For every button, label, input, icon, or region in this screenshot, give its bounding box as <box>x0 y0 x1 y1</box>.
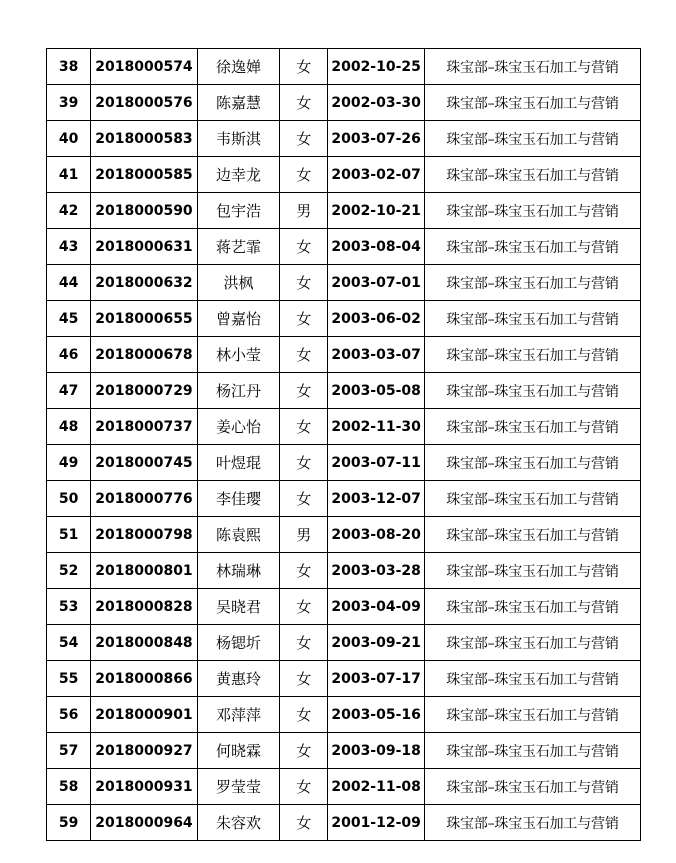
student-name-cell: 陈袁熙 <box>197 517 279 553</box>
table-row <box>47 409 641 445</box>
student-id-cell: 2018000927 <box>91 733 198 769</box>
gender-cell: 女 <box>280 661 328 697</box>
birth-date-cell: 2003-08-04 <box>328 229 424 265</box>
birth-date-cell: 2002-11-08 <box>328 769 424 805</box>
birth-date-cell: 2001-12-09 <box>328 805 424 841</box>
row-number-cell: 39 <box>47 85 91 121</box>
department-cell: 珠宝部–珠宝玉石加工与营销 <box>424 337 640 373</box>
table-row <box>47 373 641 409</box>
student-name-cell: 林小莹 <box>197 337 279 373</box>
student-id-cell: 2018000848 <box>91 625 198 661</box>
student-name-cell: 邓萍萍 <box>197 697 279 733</box>
department-cell: 珠宝部–珠宝玉石加工与营销 <box>424 625 640 661</box>
student-id-cell: 2018000745 <box>91 445 198 481</box>
gender-cell: 女 <box>280 481 328 517</box>
student-name-cell: 朱容欢 <box>197 805 279 841</box>
department-cell: 珠宝部–珠宝玉石加工与营销 <box>424 229 640 265</box>
table-row <box>47 121 641 157</box>
student-name-cell: 陈嘉慧 <box>197 85 279 121</box>
student-name-cell: 杨锶圻 <box>197 625 279 661</box>
row-number-cell: 40 <box>47 121 91 157</box>
table-row <box>47 661 641 697</box>
student-id-cell: 2018000798 <box>91 517 198 553</box>
student-id-cell: 2018000964 <box>91 805 198 841</box>
birth-date-cell: 2003-06-02 <box>328 301 424 337</box>
birth-date-cell: 2003-04-09 <box>328 589 424 625</box>
student-name-cell: 包宇浩 <box>197 193 279 229</box>
table-row <box>47 157 641 193</box>
gender-cell: 女 <box>280 301 328 337</box>
row-number-cell: 56 <box>47 697 91 733</box>
birth-date-cell: 2002-10-21 <box>328 193 424 229</box>
student-id-cell: 2018000632 <box>91 265 198 301</box>
row-number-cell: 55 <box>47 661 91 697</box>
department-cell: 珠宝部–珠宝玉石加工与营销 <box>424 553 640 589</box>
student-id-cell: 2018000583 <box>91 121 198 157</box>
table-row <box>47 229 641 265</box>
row-number-cell: 49 <box>47 445 91 481</box>
table-row <box>47 589 641 625</box>
student-id-cell: 2018000776 <box>91 481 198 517</box>
row-number-cell: 59 <box>47 805 91 841</box>
gender-cell: 女 <box>280 589 328 625</box>
birth-date-cell: 2003-07-11 <box>328 445 424 481</box>
student-id-cell: 2018000828 <box>91 589 198 625</box>
gender-cell: 男 <box>280 517 328 553</box>
table-row <box>47 625 641 661</box>
student-name-cell: 曾嘉怡 <box>197 301 279 337</box>
department-cell: 珠宝部–珠宝玉石加工与营销 <box>424 373 640 409</box>
row-number-cell: 57 <box>47 733 91 769</box>
birth-date-cell: 2003-12-07 <box>328 481 424 517</box>
roster-body <box>47 49 641 841</box>
gender-cell: 女 <box>280 265 328 301</box>
row-number-cell: 48 <box>47 409 91 445</box>
student-id-cell: 2018000655 <box>91 301 198 337</box>
birth-date-cell: 2003-05-08 <box>328 373 424 409</box>
gender-cell: 女 <box>280 625 328 661</box>
birth-date-cell: 2002-11-30 <box>328 409 424 445</box>
table-row <box>47 85 641 121</box>
row-number-cell: 58 <box>47 769 91 805</box>
department-cell: 珠宝部–珠宝玉石加工与营销 <box>424 589 640 625</box>
department-cell: 珠宝部–珠宝玉石加工与营销 <box>424 157 640 193</box>
row-number-cell: 54 <box>47 625 91 661</box>
student-name-cell: 黄惠玲 <box>197 661 279 697</box>
table-row <box>47 697 641 733</box>
student-id-cell: 2018000737 <box>91 409 198 445</box>
gender-cell: 女 <box>280 49 328 85</box>
gender-cell: 女 <box>280 805 328 841</box>
department-cell: 珠宝部–珠宝玉石加工与营销 <box>424 733 640 769</box>
birth-date-cell: 2003-03-28 <box>328 553 424 589</box>
birth-date-cell: 2003-03-07 <box>328 337 424 373</box>
gender-cell: 女 <box>280 121 328 157</box>
gender-cell: 女 <box>280 553 328 589</box>
table-row <box>47 265 641 301</box>
department-cell: 珠宝部–珠宝玉石加工与营销 <box>424 697 640 733</box>
student-name-cell: 边幸龙 <box>197 157 279 193</box>
gender-cell: 女 <box>280 85 328 121</box>
student-name-cell: 杨江丹 <box>197 373 279 409</box>
birth-date-cell: 2003-07-01 <box>328 265 424 301</box>
department-cell: 珠宝部–珠宝玉石加工与营销 <box>424 265 640 301</box>
student-name-cell: 罗莹莹 <box>197 769 279 805</box>
student-id-cell: 2018000585 <box>91 157 198 193</box>
table-row <box>47 733 641 769</box>
gender-cell: 女 <box>280 445 328 481</box>
student-id-cell: 2018000631 <box>91 229 198 265</box>
gender-cell: 男 <box>280 193 328 229</box>
birth-date-cell: 2003-08-20 <box>328 517 424 553</box>
birth-date-cell: 2003-07-17 <box>328 661 424 697</box>
table-row <box>47 553 641 589</box>
student-id-cell: 2018000801 <box>91 553 198 589</box>
department-cell: 珠宝部–珠宝玉石加工与营销 <box>424 85 640 121</box>
gender-cell: 女 <box>280 769 328 805</box>
department-cell: 珠宝部–珠宝玉石加工与营销 <box>424 49 640 85</box>
row-number-cell: 38 <box>47 49 91 85</box>
table-row <box>47 337 641 373</box>
row-number-cell: 41 <box>47 157 91 193</box>
student-roster-table <box>46 48 641 841</box>
student-name-cell: 徐逸婵 <box>197 49 279 85</box>
birth-date-cell: 2002-10-25 <box>328 49 424 85</box>
birth-date-cell: 2003-07-26 <box>328 121 424 157</box>
department-cell: 珠宝部–珠宝玉石加工与营销 <box>424 805 640 841</box>
table-row <box>47 49 641 85</box>
row-number-cell: 45 <box>47 301 91 337</box>
row-number-cell: 46 <box>47 337 91 373</box>
department-cell: 珠宝部–珠宝玉石加工与营销 <box>424 661 640 697</box>
department-cell: 珠宝部–珠宝玉石加工与营销 <box>424 517 640 553</box>
birth-date-cell: 2003-02-07 <box>328 157 424 193</box>
department-cell: 珠宝部–珠宝玉石加工与营销 <box>424 409 640 445</box>
table-row <box>47 301 641 337</box>
student-id-cell: 2018000678 <box>91 337 198 373</box>
row-number-cell: 43 <box>47 229 91 265</box>
student-name-cell: 韦斯淇 <box>197 121 279 157</box>
department-cell: 珠宝部–珠宝玉石加工与营销 <box>424 301 640 337</box>
table-row <box>47 769 641 805</box>
student-name-cell: 吴晓君 <box>197 589 279 625</box>
student-id-cell: 2018000866 <box>91 661 198 697</box>
gender-cell: 女 <box>280 733 328 769</box>
table-row <box>47 517 641 553</box>
department-cell: 珠宝部–珠宝玉石加工与营销 <box>424 481 640 517</box>
student-name-cell: 洪枫 <box>197 265 279 301</box>
row-number-cell: 44 <box>47 265 91 301</box>
birth-date-cell: 2003-09-21 <box>328 625 424 661</box>
student-name-cell: 何晓霖 <box>197 733 279 769</box>
birth-date-cell: 2002-03-30 <box>328 85 424 121</box>
student-id-cell: 2018000901 <box>91 697 198 733</box>
birth-date-cell: 2003-05-16 <box>328 697 424 733</box>
department-cell: 珠宝部–珠宝玉石加工与营销 <box>424 121 640 157</box>
gender-cell: 女 <box>280 229 328 265</box>
student-name-cell: 李佳璎 <box>197 481 279 517</box>
row-number-cell: 42 <box>47 193 91 229</box>
student-id-cell: 2018000574 <box>91 49 198 85</box>
gender-cell: 女 <box>280 337 328 373</box>
birth-date-cell: 2003-09-18 <box>328 733 424 769</box>
gender-cell: 女 <box>280 409 328 445</box>
student-id-cell: 2018000590 <box>91 193 198 229</box>
row-number-cell: 47 <box>47 373 91 409</box>
row-number-cell: 53 <box>47 589 91 625</box>
department-cell: 珠宝部–珠宝玉石加工与营销 <box>424 769 640 805</box>
row-number-cell: 51 <box>47 517 91 553</box>
student-name-cell: 姜心怡 <box>197 409 279 445</box>
student-id-cell: 2018000931 <box>91 769 198 805</box>
student-name-cell: 蒋艺霏 <box>197 229 279 265</box>
department-cell: 珠宝部–珠宝玉石加工与营销 <box>424 193 640 229</box>
row-number-cell: 50 <box>47 481 91 517</box>
gender-cell: 女 <box>280 373 328 409</box>
department-cell: 珠宝部–珠宝玉石加工与营销 <box>424 445 640 481</box>
student-name-cell: 林瑞琳 <box>197 553 279 589</box>
student-id-cell: 2018000729 <box>91 373 198 409</box>
table-row <box>47 445 641 481</box>
row-number-cell: 52 <box>47 553 91 589</box>
gender-cell: 女 <box>280 157 328 193</box>
table-row <box>47 193 641 229</box>
table-row <box>47 481 641 517</box>
table-row <box>47 805 641 841</box>
student-id-cell: 2018000576 <box>91 85 198 121</box>
gender-cell: 女 <box>280 697 328 733</box>
student-name-cell: 叶煜琨 <box>197 445 279 481</box>
